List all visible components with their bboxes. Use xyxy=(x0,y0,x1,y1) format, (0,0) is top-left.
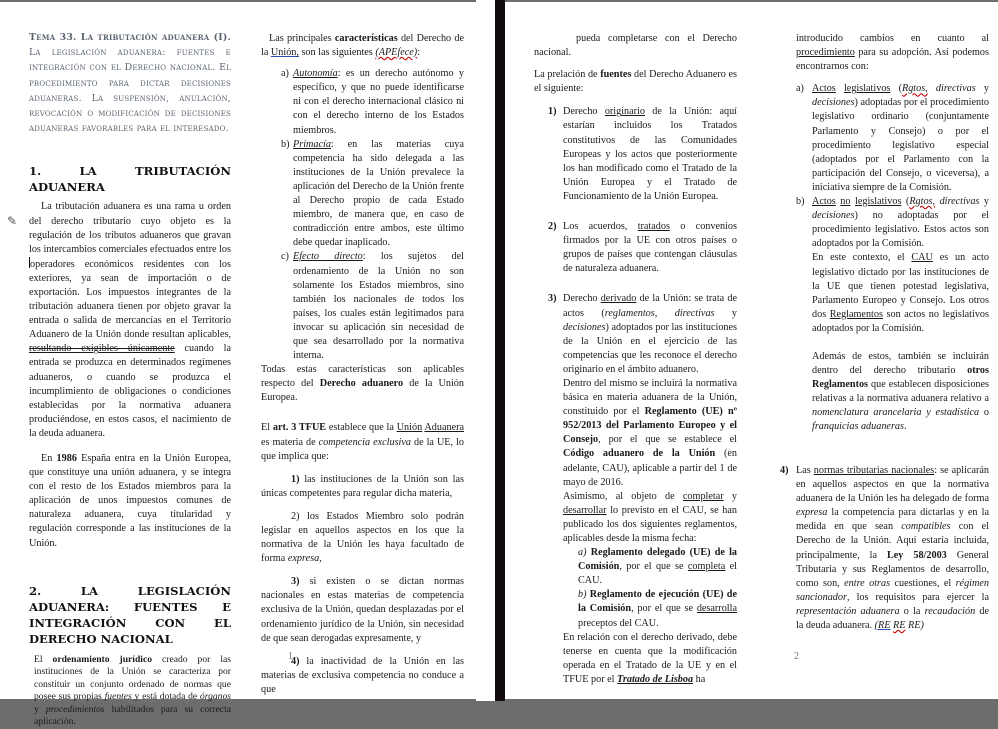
normas-nacionales-item: 4) Las normas tributarias nacionales: se aplicarán en aquellos aspectos en que la normativa aduanera de la Unión les ha delegado de forma expresa la competencia para dictarlas y en la medida en que sean compatibles con el Derecho de la Unión. Aquí estaría incluida, principalmente, la Ley 58/2003 General Tributaria y sus Reglamentos de desarrollo, como son, entre otras cuestiones, el régimen sancionador, los requisitos para ejercer la representación aduanera o la recaudación de la deuda aduanera. (RE RE RE) xyxy=(780,465,990,632)
source-derivado: 3) Derecho derivado de la Unión: se trata de actos (reglamentos, directivas y decisiones) adoptados por las instituciones de la Unión en el ejercicio de las competencias que les reconoce el derecho originario en el ámbito aduanero. Dentro del mismo se incluirá la normativa básica en materia aduanera de la Unión, constituido por el Reglamento (UE) nº 952/2013 del Parlamento Europeo y el Consejo, por el que se establece el Código aduanero de la Unión (en adelante, CAU), aplicable a partir del 1 de mayo de 2016. Asimismo, al objeto de completar y desarrollar lo previsto en el CAU, se han publicado los dos siguientes reglamentos, aplicables desde la misma fecha: a) Reglamento delegado (UE) de la Comisión, por el que se completa el CAU. b) Reglamento de ejecución (UE) de la Comisión, por el que se desarrolla preceptos del CAU. En relación con el derecho derivado, debe tenerse en cuenta que la modificación operada en el Tratado de la UE y en el TFUE por el Tratado de Lisboa ha xyxy=(534,292,737,687)
derivado-intro: Derecho derivado de la Unión: se trata de actos (reglamentos, directivas y decisiones) adoptados por las instituciones de la Unión en el ejercicio de las competencias que les reconoce el derecho originario en el ámbito aduanero. xyxy=(563,293,738,375)
paragraph-1986: En 1986 España entra en la Unión Europea, que constituye una unión aduanera, y se integra con el resto de los Estados miembros para la aplicación de unos impuestos comunes de naturaleza aduanera, cuya titularidad y regulación corresponde a las instituciones de la Unión. xyxy=(29,453,231,549)
section-heading-1: 1. LA TRIBUTACIÓN ADUANERA xyxy=(29,164,231,195)
source-tratados: 2) Los acuerdos, tratados o convenios firmados por la UE con otros países o grupos de países que contengan cláusulas de naturaleza aduanera. xyxy=(548,221,737,275)
page1-column-right xyxy=(261,32,464,697)
contexto-cau: En este contexto, el CAU es un acto legislativo dictado por las instituciones de la UE que tienen potestad legislativa, Parlamento Europeo y Consejo. Los otros dos Reglamentos son actos no legislativos adoptados por la Comisión. xyxy=(812,252,989,334)
paragraph-caracteristicas: Las principales características del Derecho de la Unión, son las siguientes (APEfece): xyxy=(261,33,464,59)
derivado-lisboa: En relación con el derecho derivado, debe tenerse en cuenta que la modificación operada en el Tratado de la UE y en el TFUE por el Tratado de Lisboa ha xyxy=(563,631,737,685)
document-page-2[interactable] xyxy=(505,2,998,699)
paragraph-procedimiento: introducido cambios en cuanto al procedimiento para su adopción. Así podemos encontrarnos con: xyxy=(796,33,989,73)
caracteristicas-list xyxy=(261,67,464,363)
page-gap-light xyxy=(476,0,495,701)
source-originario: 1) Derecho originario de la Unión: aquí estarían incluidos los Tratados constitutivos de las Comunidades Europeas y los actos que posteriormente los han modificado como el Tratado de la Unión Europea y el Tratado de Funcionamiento de la Unión Europea. xyxy=(548,106,737,202)
actos-legislativos: a) Actos legislativos (Rgtos, directivas y decisiones) adoptadas por el procedimiento legislativo ordinario (conjuntamente Parlamento y Consejo) o por el procedimiento legislativo especial (adoptados por el Parlamento con la participación del Consejo, o viceversa), a iniciativa siempre de la Comisión. xyxy=(796,83,989,193)
document-title: Tema 33. La tributación aduanera (I). La legislación aduanera: fuentes e integración con el Derecho nacional. El procedimiento para dictar decisiones aduaneras. La suspensión, anulación, revocación o modificación de decisiones aduaneras favorables para el interesado. xyxy=(29,32,231,135)
actos-no-legislativos-text: Actos no legislativos (Rgtos, directivas y decisiones) no adoptadas por el procedimiento legislativo. Estos actos son adoptados por la Comisión. xyxy=(812,196,989,250)
paragraph-continuation: pueda completarse con el Derecho nacional. xyxy=(534,33,737,59)
reglamento-ejecucion: b) Reglamento de ejecución (UE) de la Comisión, por el que se desarrolla preceptos del CAU. xyxy=(578,589,737,629)
point-4: 4) la inactividad de la Unión en las materias de exclusiva competencia no conduce a que xyxy=(261,655,464,695)
list-item-autonomia: a) Autonomía: es un derecho autónomo y específico, y que no puede identificarse ni con el derecho internacional clásico ni con el derecho interno de los Estados miembros. xyxy=(281,68,464,136)
derivado-asimismo: Asimismo, al objeto de completar y desarrollar lo previsto en el CAU, se han publicado los dos siguientes reglamentos, aplicables desde la misma fecha: xyxy=(563,490,737,544)
paragraph-prelacion: La prelación de fuentes del Derecho Aduanero es el siguiente: xyxy=(534,69,737,95)
derivado-cau: Dentro del mismo se incluirá la normativa básica en materia aduanera de la Unión, constituido por el Reglamento (UE) nº 952/2013 del Parlamento Europeo y el Consejo, por el que se establece el Código aduanero de la Unión (en adelante, CAU), aplicable a partir del 1 de mayo de 2016. xyxy=(563,377,737,488)
list-item-efecto-directo: c) Efecto directo: los sujetos del ordenamiento de la Unión no son solamente los Estados miembros, sino también los nacionales de todos los países, los cuales están legitimados para invocar su aplicación sin necesidad de que sea desarrollado por la normativa interna. xyxy=(281,251,465,362)
source-normas-nacionales xyxy=(780,464,989,633)
point-2: 2) los Estados Miembro solo podrán legislar en aquellos aspectos en los que la normativa de la Unión les haya facultado de forma expresa, xyxy=(261,510,464,565)
document-page-1[interactable] xyxy=(0,2,476,728)
otros-reglamentos: Además de estos, también se incluirán dentro del derecho tributario otros Reglamentos que establecen disposiciones relativas a la normativa aduanera relativo a nomenclatura arancelaria y estadística o franquicias aduaneras. xyxy=(812,350,989,433)
page-number-2: 2 xyxy=(794,651,799,662)
reglamento-delegado: a) Reglamento delegado (UE) de la Comisión, por el que se completa el CAU. xyxy=(578,547,738,587)
point-3: 3) si existen o se dictan normas nacionales en estas materias de competencia exclusiva de la Unión, quedan desplazadas por el ordenamiento jurídico de la Unión, sin necesidad de que sean derogadas expresamente, y xyxy=(261,576,464,644)
list-item-primacia: b) Primacía: en las materias cuya competencia ha sido delegada a las instituciones de la Unión prevalece la aplicación del Derecho de la Unión frente al Derecho propio de cada Estado miembro, de manera que, en caso de contradicción entre ambos, este último debe quedar inaplicado. xyxy=(281,138,464,249)
page-separator xyxy=(495,0,505,701)
actos-no-legislativos: b) Actos no legislativos (Rgtos, directivas y decisiones) no adoptadas por el procedimiento legislativo. Estos actos son adoptados por la Comisión. En este contexto, el CAU es un acto legislativo dictado por las instituciones de la UE que tienen potestad legislativa, Parlamento Europeo y Consejo. Los otros dos Reglamentos son actos no legislativos adoptados por la Comisión. Además de estos, también se incluirán dentro del derecho tributario otros Reglamentos que establecen disposiciones relativas a la normativa aduanera relativo a nomenclatura arancelaria y estadística o franquicias aduaneras. xyxy=(796,195,989,435)
smart-lookup-icon[interactable]: ✎ xyxy=(7,214,18,228)
point-1: 1) las instituciones de la Unión son las únicas competentes para regular dicha materia, xyxy=(261,473,464,499)
paragraph-summary: Todas estas características son aplicables respecto del Derecho aduanero de la Unión Europea. xyxy=(261,364,464,404)
page2-column-right xyxy=(796,32,989,435)
page-number-1: 1 xyxy=(288,651,293,662)
paragraph-art3-tfue: El art. 3 TFUE establece que la Unión Aduanera es materia de competencia exclusiva de la UE, lo que implica que: xyxy=(261,422,465,462)
paragraph-tributacion: La tributación aduanera es una rama u orden del derecho tributario cuyo objeto es la regulación de los tributos aduaneros que gravan los intercambios comerciales efectuados entre los operadores económicos residentes con los exteriores, ya sean de importación o de exportación. Los impuestos integrantes de la tributación aduanera tienen por objeto gravar la entrada o salida de mercancías en el Territorio Aduanero de la Unión donde resultan aplicables, resultando exigibles únicamente cuando la entrada se produzca en determinados regímenes aduaneros, o cuando se produzca el incumplimiento de obligaciones o condiciones establecidas por la normativa aduanera produciéndose, en estos casos, el nacimiento de la deuda aduanera. xyxy=(29,201,231,439)
section-heading-2: 2. LA LEGISLACIÓN ADUANERA: FUENTES E INTEGRACIÓN CON EL DERECHO NACIONAL xyxy=(29,583,231,646)
page1-column-left xyxy=(29,30,231,729)
paragraph-ordenamiento: El ordenamiento jurídico creado por las instituciones de la Unión se caracteriza por constituir un conjunto ordenado de normas que posee sus propias fuentes y está dotada de órganos y procedimientos habilitados para su correcta aplicación. xyxy=(34,653,231,728)
page2-column-left xyxy=(534,32,737,687)
